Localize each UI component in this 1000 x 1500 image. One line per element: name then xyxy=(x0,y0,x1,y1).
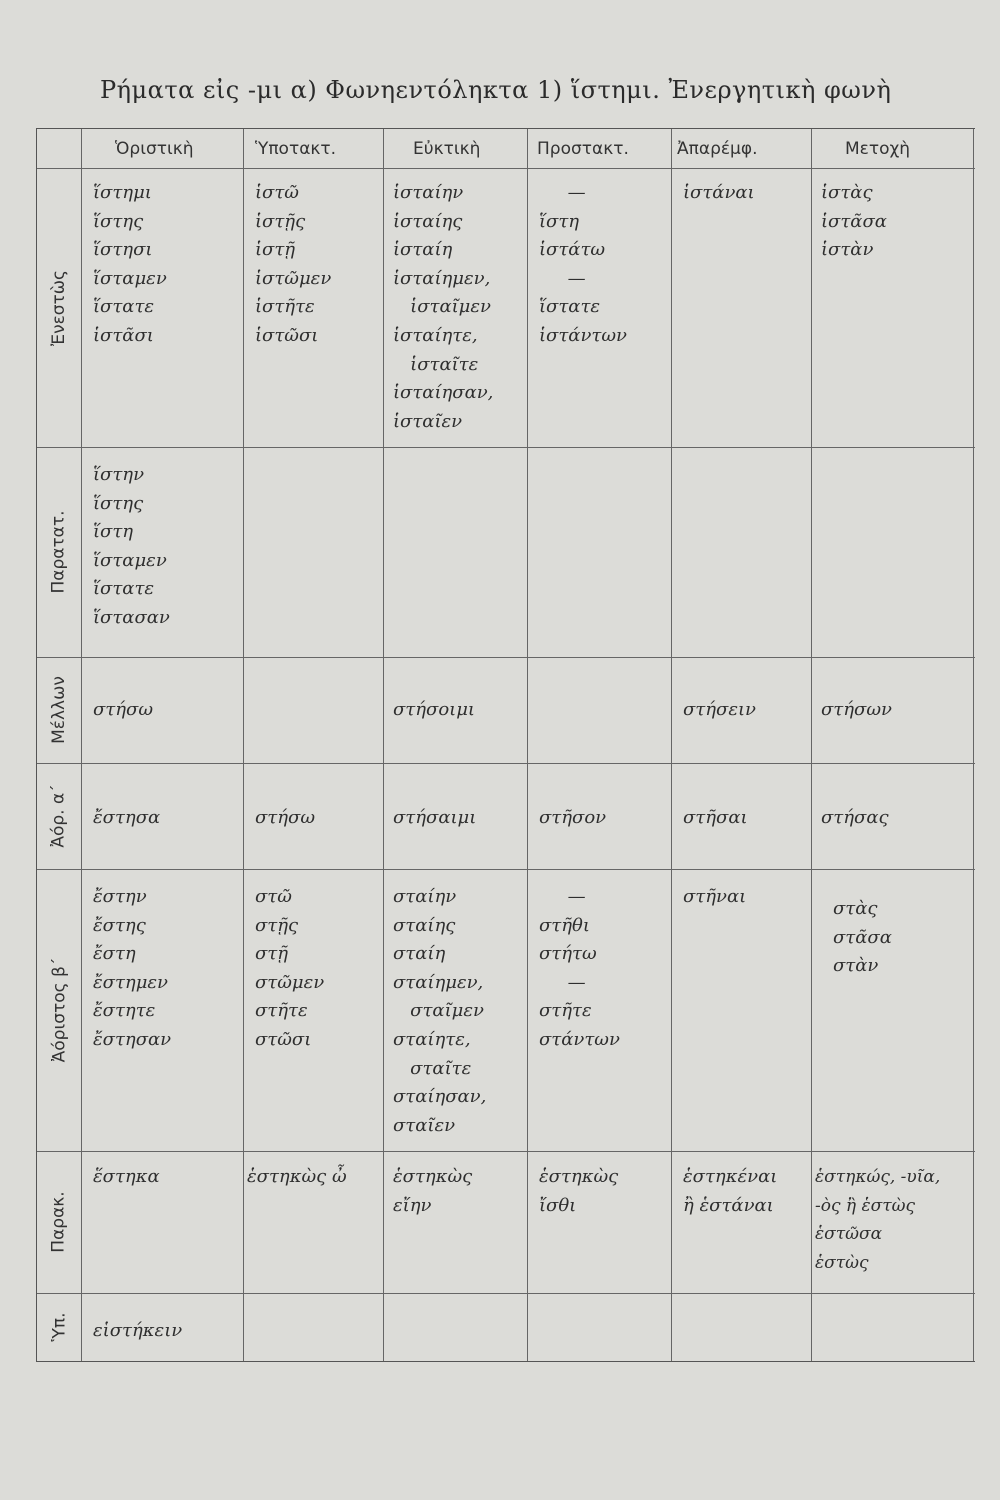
table-cell: στήσω xyxy=(255,807,315,828)
table-cell: ἔστην ἔστης ἔστη ἔστημεν ἔστητε ἔστησαν xyxy=(93,886,172,1050)
header-aparemf: Ἀπαρέμφ. xyxy=(677,139,758,159)
tense-label-paratatikos: Παρατατ. xyxy=(49,510,70,594)
divider xyxy=(37,657,975,658)
header-metochi: Μετοχὴ xyxy=(845,139,911,159)
tense-label-aoristos-b: Ἀόριστος β΄ xyxy=(49,957,69,1063)
table-cell: ἱστάναι xyxy=(683,182,755,203)
table-cell: στήσω xyxy=(93,699,153,720)
table-cell: ἑστηκώς, -υῖα, -ὸς ἢ ἑστὼς ἑστῶσα ἑστὼς xyxy=(815,1167,941,1273)
tense-label-mellon: Μέλλων xyxy=(49,676,69,744)
table-cell: εἱστήκειν xyxy=(93,1320,183,1341)
table-cell: ἔστησα xyxy=(93,807,161,828)
table-cell: ἱσταίην ἱσταίης ἱσταίη ἱσταίημεν, ἱσταῖμεν ἱσταίητε, ἱσταῖτε ἱσταίησαν, ἱσταῖεν xyxy=(393,182,494,432)
header-efktiki: Εὐκτικὴ xyxy=(413,139,481,159)
table-cell: στῆσαι xyxy=(683,807,748,828)
divider xyxy=(37,447,975,448)
divider xyxy=(37,763,975,764)
table-cell: ἑστηκὼς εἴην xyxy=(393,1166,473,1216)
table-cell: ἵστην ἵστης ἵστη ἵσταμεν ἵστατε ἵστασαν xyxy=(93,464,170,628)
header-ypotakt: Ὑποτακτ. xyxy=(255,139,337,159)
page-title: Ρήματα εἰς -μι α) Φωνηεντόληκτα 1) ἵστημι. Ἐνεργητικὴ φωνὴ xyxy=(100,76,892,104)
divider xyxy=(37,1151,975,1152)
table-cell: στὰς στᾶσα στὰν xyxy=(833,898,892,977)
divider xyxy=(973,129,974,1361)
table-cell: στήσαιμι xyxy=(393,807,477,828)
table-cell: — ἵστη ἱστάτω — ἵστατε ἱστάντων xyxy=(539,182,627,346)
header-oristiki: Ὁριστικὴ xyxy=(115,139,194,159)
divider xyxy=(37,1293,975,1294)
table-cell: ἵστημι ἵστης ἵστησι ἵσταμεν ἵστατε ἱστᾶσι xyxy=(93,182,167,346)
table-cell: στήσων xyxy=(821,699,892,720)
divider xyxy=(671,129,672,1361)
header-prostakt: Προστακτ. xyxy=(537,139,629,159)
table-cell: στῆναι xyxy=(683,886,747,907)
divider xyxy=(37,168,975,169)
table-cell: — στῆθι στήτω — στῆτε στάντων xyxy=(539,886,620,1050)
divider xyxy=(81,129,82,1361)
table-cell: στήσας xyxy=(821,807,889,828)
table-cell: στῆσον xyxy=(539,807,607,828)
divider xyxy=(37,869,975,870)
table-cell: ἕστηκα xyxy=(93,1166,160,1187)
table-cell: ἱστὰς ἱστᾶσα ἱστὰν xyxy=(821,182,887,261)
conjugation-table xyxy=(36,128,975,1362)
table-cell: ἱστῶ ἱστῇς ἱστῇ ἱστῶμεν ἱστῆτε ἱστῶσι xyxy=(255,182,332,346)
table-cell: στῶ στῇς στῇ στῶμεν στῆτε στῶσι xyxy=(255,886,325,1050)
divider xyxy=(383,129,384,1361)
table-cell: σταίην σταίης σταίη σταίημεν, σταῖμεν σταίητε, σταῖτε σταίησαν, σταῖεν xyxy=(393,886,487,1136)
table-cell: ἑστηκὼς ὦ xyxy=(247,1166,347,1187)
table-cell: ἑστηκὼς ἴσθι xyxy=(539,1166,619,1216)
tense-label-aoristos-a: Ἀόρ. α΄ xyxy=(49,784,69,848)
divider xyxy=(243,129,244,1361)
divider xyxy=(527,129,528,1361)
table-cell: στήσειν xyxy=(683,699,756,720)
table-cell: στήσοιμι xyxy=(393,699,475,720)
tense-label-ypersyntelikos: Ὑπ. xyxy=(49,1312,69,1342)
tense-label-parakeimenos: Παρακ. xyxy=(49,1191,70,1253)
tense-label-enestos: Ἐνεστὼς xyxy=(49,269,69,346)
divider xyxy=(811,129,812,1361)
table-cell: ἑστηκέναι ἢ ἑστάναι xyxy=(683,1166,778,1216)
